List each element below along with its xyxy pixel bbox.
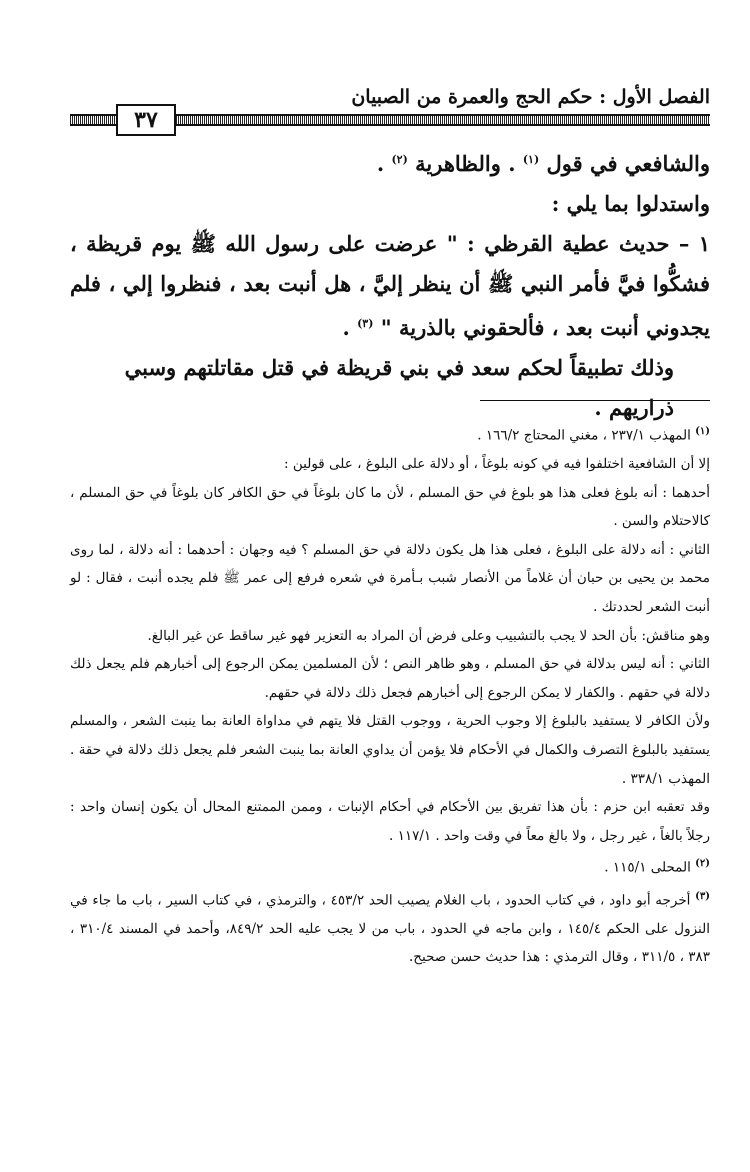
footnote-ref-2: (٢): [391, 153, 408, 166]
item-text: حديث عطية القرظي : " عرضت على رسول الله ﷺ يوم قريظة ، فشكُّوا فيَّ فأمر النبي ﷺ أن ينظر إليَّ ، هل أنبت بعد ، فنظروا إلي ، فلم يجدوني أنبت بعد ، فألحقوني بالذرية ": [70, 231, 710, 340]
page-number: ٣٧: [116, 104, 176, 136]
item-number: ١ –: [678, 231, 711, 256]
body-line-1-end: .: [376, 151, 385, 176]
body-line-1-text: والشافعي في قول: [546, 151, 710, 176]
footnote-3: [70, 883, 710, 972]
footnote-2-mark: (٢): [695, 858, 710, 870]
item-end: .: [342, 315, 350, 340]
footnote-1-ref: [70, 418, 710, 450]
footnote-2-text: المحلى ١١٥/١ .: [604, 859, 691, 876]
footnote-separator: [480, 400, 710, 401]
footnote-3-text: أخرجه أبو داود ، في كتاب الحدود ، باب الغلام يصيب الحد ٤٥٣/٢ ، والترمذي ، في كتاب السير ، باب ما جاء في النزول على الحكم ١٤٥/٤ ، وابن ماجه في الحدود ، باب من لا يجب عليه الحد ٨٤٩/٢، وأحمد في المسند ٣١٠/٤ ، ٣٨٣ ، ٣١١/٥ ، وقال الترمذي : هذا حديث حسن صحيح.: [70, 892, 710, 966]
section-heading: واستدلوا بما يلي :: [551, 191, 710, 216]
body-line-1: [70, 140, 710, 184]
chapter-title: الفصل الأول : حكم الحج والعمرة من الصبيان: [351, 86, 710, 108]
footnote-1-para-2: أحدهما : أنه بلوغ فعلى هذا هو بلوغ في حق المسلم ، لأن ما كان بلوغاً في حق الكافر كان بلوغاً في حق المسلم ، كالاحتلام والسن .: [70, 484, 710, 530]
footnote-ref-3: (٣): [357, 317, 374, 330]
footnote-ref-1: (١): [522, 153, 540, 166]
footnote-1-mark: (١): [695, 426, 710, 437]
footnote-1-para-5: الثاني : أنه ليس بدلالة في حق المسلم ، وهو ظاهر النص ؛ لأن المسلمين يمكن الرجوع إلى أخبارهم فلم يجعل ذلك دلالة في حقهم . والكفار لا يمكن الرجوع إلى أخبارهم فجعل ذلك دلالة في حقهم.: [70, 656, 710, 701]
footnote-1-ref-text: المهذب ٢٣٧/١ ، مغني المحتاج ١٦٦/٢ .: [477, 427, 691, 444]
footnote-3-mark: (٣): [695, 890, 710, 902]
footnote-1-para-6: ولأن الكافر لا يستفيد بالبلوغ إلا وجوب الحرية ، ووجوب القتل فلا يتهم في مداواة العانة بما ينبت الشعر ، والمسلم يستفيد بالبلوغ التصرف والكمال في الأحكام فلا يؤمن أن يداوي العانة بما ينبت الشعر فلم يجعل ذلك دلالة في حقة . المهذب ٣٣٨/١ .: [70, 713, 710, 787]
footnote-1-para-4: وهو مناقش: بأن الحد لا يجب بالتشبيب وعلى فرض أن المراد به التعزير فهو غير ساقط عن غير البالغ.: [147, 627, 710, 644]
body-line-1-text-2: . والظاهرية: [415, 151, 516, 176]
conclusion-line: وذلك تطبيقاً لحكم سعد في بني قريظة في قتل مقاتلتهم وسبي ذراريهم .: [124, 355, 674, 420]
main-text: [70, 140, 710, 428]
evidence-item-1: [70, 224, 710, 348]
footnote-1-para-3: الثاني : أنه دلالة على البلوغ ، فعلى هذا هل يكون دلالة في حق المسلم ؟ فيه وجهان : أحدهما : أنه دلالة ، لما روى محمد بن يحيى بن حبان أن غلاماً من الأنصار شبب بـأمرة في شعره فرفع إلى عمر ﷺ فلم يجده أنبت ، فقال : لو أنبت الشعر لحددتك .: [70, 541, 710, 616]
footnote-2: [70, 850, 710, 882]
footnote-1-para-1: إلا أن الشافعية اختلفوا فيه في كونه بلوغاً ، أو دلالة على البلوغ ، على قولين :: [284, 456, 710, 473]
footnotes: [70, 418, 710, 972]
footnote-1-para-7: وقد تعقبه ابن حزم : بأن هذا تفريق بين الأحكام في أحكام الإنبات ، وممن الممتنع المحال أن يكون إنسان واحد : رجلاً بالغاً ، غير رجل ، ولا بالغ معاً في وقت واحد . ١١٧/١ .: [70, 799, 710, 844]
